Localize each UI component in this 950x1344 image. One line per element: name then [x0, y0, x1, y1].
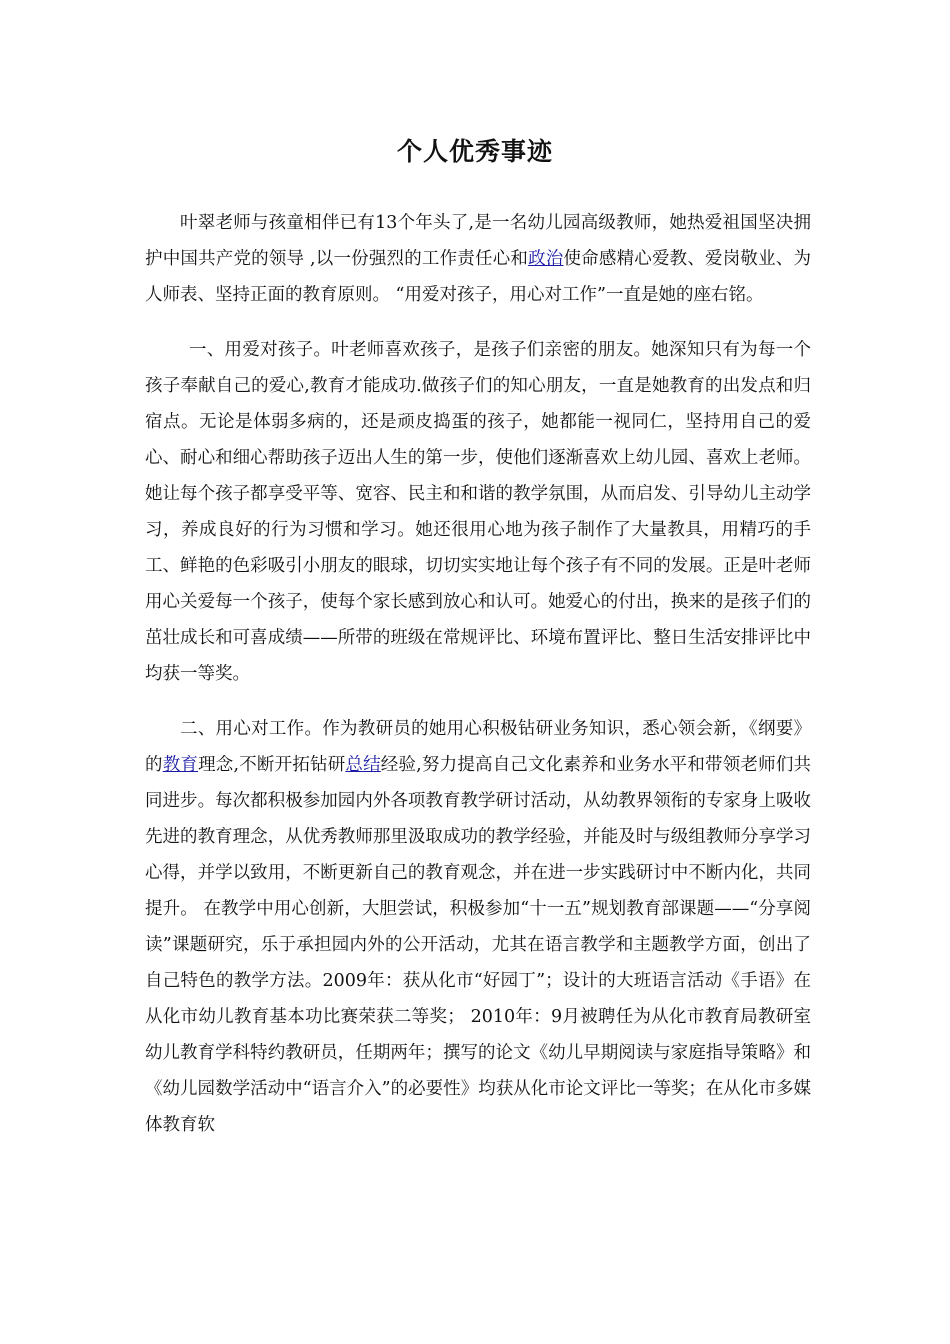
link-summary[interactable]: 总结 [345, 755, 381, 775]
paragraph-work-text-b: 理念,不断开拓钻研 [198, 755, 346, 775]
link-politics[interactable]: 政治 [528, 249, 564, 269]
document-title: 个人优秀事迹 [396, 137, 553, 166]
paragraph-intro-text-a: 叶翠老师与孩童相伴已有13个年头了,是一名幼儿园高级教师，她热爱祖国坚决拥护中国共产党的领导 ,以一份强烈的工作责任心和 [145, 213, 811, 269]
link-education[interactable]: 教育 [162, 755, 199, 775]
paragraph-love-children: 一、用爱对孩子。叶老师喜欢孩子，是孩子们亲密的朋友。她深知只有为每一个孩子奉献自己的爱心,教育才能成功.做孩子们的知心朋友，一直是她教育的出发点和归宿点。无论是体弱多病的，还是顽皮捣蛋的孩子，她都能一视同仁，坚持用自己的爱心、耐心和细心帮助孩子迈出人生的第一步，使他们逐渐喜欢上幼儿园、喜欢上老师。她让每个孩子都享受平等、宽容、民主和和谐的教学氛围，从而启发、引导幼儿主动学习，养成良好的行为习惯和学习。她还很用心地为孩子制作了大量教具，用精巧的手工、鲜艳的色彩吸引小朋友的眼球，切切实实地让每个孩子有不同的发展。正是叶老师用心关爱每一个孩子，使每个家长感到放心和认可。她爱心的付出，换来的是孩子们的茁壮成长和可喜成绩——所带的班级在常规评比、环境布置评比、整日生活安排评比中均获一等奖。 [145, 340, 811, 684]
paragraph-work-text-c: 经验,努力提高自己文化素养和业务水平和带领老师们共同进步。每次都积极参加园内外各项教育教学研讨活动，从幼教界领衔的专家身上吸收先进的教育理念，从优秀教师那里汲取成功的教学经验，并能及时与级组教师分享学习心得，并学以致用，不断更新自己的教育观念，并在进一步实践研讨中不断内化，共同提升。 在教学中用心创新，大胆尝试，积极参加“十一五”规划教育部课题——“分享阅读”课题研究，乐于承担园内外的公开活动，尤其在语言教学和主题教学方面，创出了自己特色的教学方法。2009年：获从化市“好园丁”；设计的大班语言活动《手语》在从化市幼儿教育基本功比赛荣获二等奖； 2010年：9月被聘任为从化市教育局教研室幼儿教育学科特约教研员，任期两年；撰写的论文《幼儿早期阅读与家庭指导策略》和《幼儿园数学活动中“语言介入”的必要性》均获从化市论文评比一等奖；在从化市多媒体教育软 [145, 755, 812, 1135]
paragraph-intro-text-b: 使命感精心爱教、爱岗敬业、为人师表、坚持正面的教育原则。 “用爱对孩子，用心对工作”一直是她的座右铭。 [145, 249, 812, 305]
document-body [145, 205, 811, 1143]
paragraph-dedicated-work [145, 711, 811, 1143]
paragraph-work-text-a: 二、用心对工作。作为教研员的她用心积极钻研业务知识，悉心领会新，《纲要》的 [145, 719, 811, 775]
paragraph-intro [145, 205, 811, 313]
